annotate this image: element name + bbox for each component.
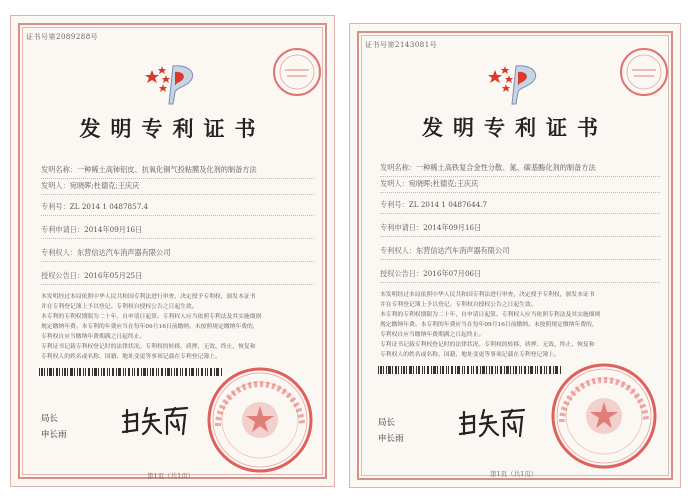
- patent-office-emblem: [486, 62, 546, 106]
- body-line: 并在专利登记簿上予以登记。专利权自授权公告之日起生效。: [380, 302, 537, 308]
- director-title: 局长: [41, 414, 59, 424]
- body-line: 专利证书记载专利权登记时的法律状况。专利权的转移、质押、无效、终止、恢复和: [380, 342, 595, 348]
- body-line: 本专利的专利权期限为二十年，自申请日起算。专利权人应当依照专利法及其实施细则: [41, 314, 262, 320]
- body-line: 本专利的专利权期限为二十年，自申请日起算。专利权人应当依照专利法及其实施细则: [380, 312, 601, 318]
- small-red-seal: [271, 46, 323, 98]
- divider: [41, 284, 314, 285]
- grant-date-row: 授权公告日：2016年05月25日: [41, 271, 143, 280]
- certificate-body-text: [380, 290, 665, 360]
- filing-date-row: 专利申请日：2014年09月16日: [41, 225, 143, 234]
- body-line: 规定缴纳年费。本专利的年费应当在每年09月16日前缴纳。未按照规定缴纳年费的，: [41, 324, 259, 330]
- body-line: 专利权人的姓名或名称、国籍、地址变更等事项记载在专利登记簿上。: [41, 354, 221, 360]
- divider: [380, 213, 660, 214]
- patentee-row: 专利权人：东营信达汽车消声器有限公司: [380, 246, 510, 255]
- divider: [41, 194, 314, 195]
- inventor-row: 发明人：宛晓晖;杜德克;王庆庆: [380, 179, 479, 188]
- inventor-row: 发明人：宛晓晖;杜德克;王庆庆: [41, 181, 140, 190]
- certificate-title: 发明专利证书: [422, 115, 608, 140]
- divider: [380, 282, 660, 283]
- certificate-body-text: [41, 292, 316, 362]
- patent-number-row: 专利号：ZL 2014 1 0487644.7: [380, 200, 488, 209]
- body-line: 规定缴纳年费。本专利的年费应当在每年09月16日前缴纳。未按照规定缴纳年费的，: [380, 322, 598, 328]
- body-line: 专利证书记载专利权登记时的法律状况。专利权的转移、质押、无效、终止、恢复和: [41, 344, 256, 350]
- certificate-number: 证书号第2143081号: [365, 41, 438, 49]
- barcode: [378, 366, 563, 374]
- divider: [41, 215, 314, 216]
- patent-certificate-left: [10, 15, 335, 487]
- grant-date-row: 授权公告日：2016年07月06日: [380, 269, 482, 278]
- body-line: 专利权人的姓名或名称、国籍、地址变更等事项记载在专利登记簿上。: [380, 352, 560, 358]
- divider: [41, 261, 314, 262]
- body-line: 本发明经过本局依照中华人民共和国专利法进行审查，决定授予专利权，颁发本证书: [380, 292, 595, 298]
- divider: [380, 192, 660, 193]
- divider: [41, 238, 314, 239]
- official-red-seal: [550, 362, 658, 470]
- page-number: 第1页（共1页）: [490, 470, 538, 478]
- director-name: 申长雨: [378, 434, 404, 444]
- certificate-number: 证书号第2089288号: [26, 33, 99, 41]
- certificate-title: 发明专利证书: [79, 116, 266, 141]
- director-title: 局长: [378, 418, 396, 428]
- official-red-seal: [206, 366, 314, 474]
- director-signature: [458, 404, 528, 440]
- invention-name-row: 发明名称：一种稀土高铁复合金性分散、氮、碳基酶化剂的制备方法: [380, 163, 596, 172]
- patent-number-row: 专利号：ZL 2014 1 0487857.4: [41, 202, 149, 211]
- patent-office-emblem: [143, 62, 203, 106]
- body-line: 专利权自应当缴纳年费期满之日起终止。: [41, 334, 146, 340]
- page-number: 第1页（共1页）: [147, 472, 195, 480]
- body-line: 并在专利登记簿上予以登记。专利权自授权公告之日起生效。: [41, 304, 198, 310]
- divider: [380, 259, 660, 260]
- small-red-seal: [618, 46, 670, 98]
- body-line: 本发明经过本局依照中华人民共和国专利法进行审查，决定授予专利权，颁发本证书: [41, 294, 256, 300]
- barcode: [39, 368, 224, 376]
- body-line: 专利权自应当缴纳年费期满之日起终止。: [380, 332, 485, 338]
- divider: [41, 178, 314, 179]
- divider: [380, 236, 660, 237]
- divider: [380, 176, 660, 177]
- invention-name-row: 发明名称：一种稀土高铈铝皮、抗氧化铜气投粘膜及化剂的制备方法: [41, 165, 257, 174]
- director-name: 申长雨: [41, 430, 67, 440]
- filing-date-row: 专利申请日：2014年09月16日: [380, 223, 482, 232]
- director-signature: [121, 402, 191, 438]
- patentee-row: 专利权人：东营信达汽车消声器有限公司: [41, 248, 171, 257]
- patent-certificate-right: [349, 23, 681, 488]
